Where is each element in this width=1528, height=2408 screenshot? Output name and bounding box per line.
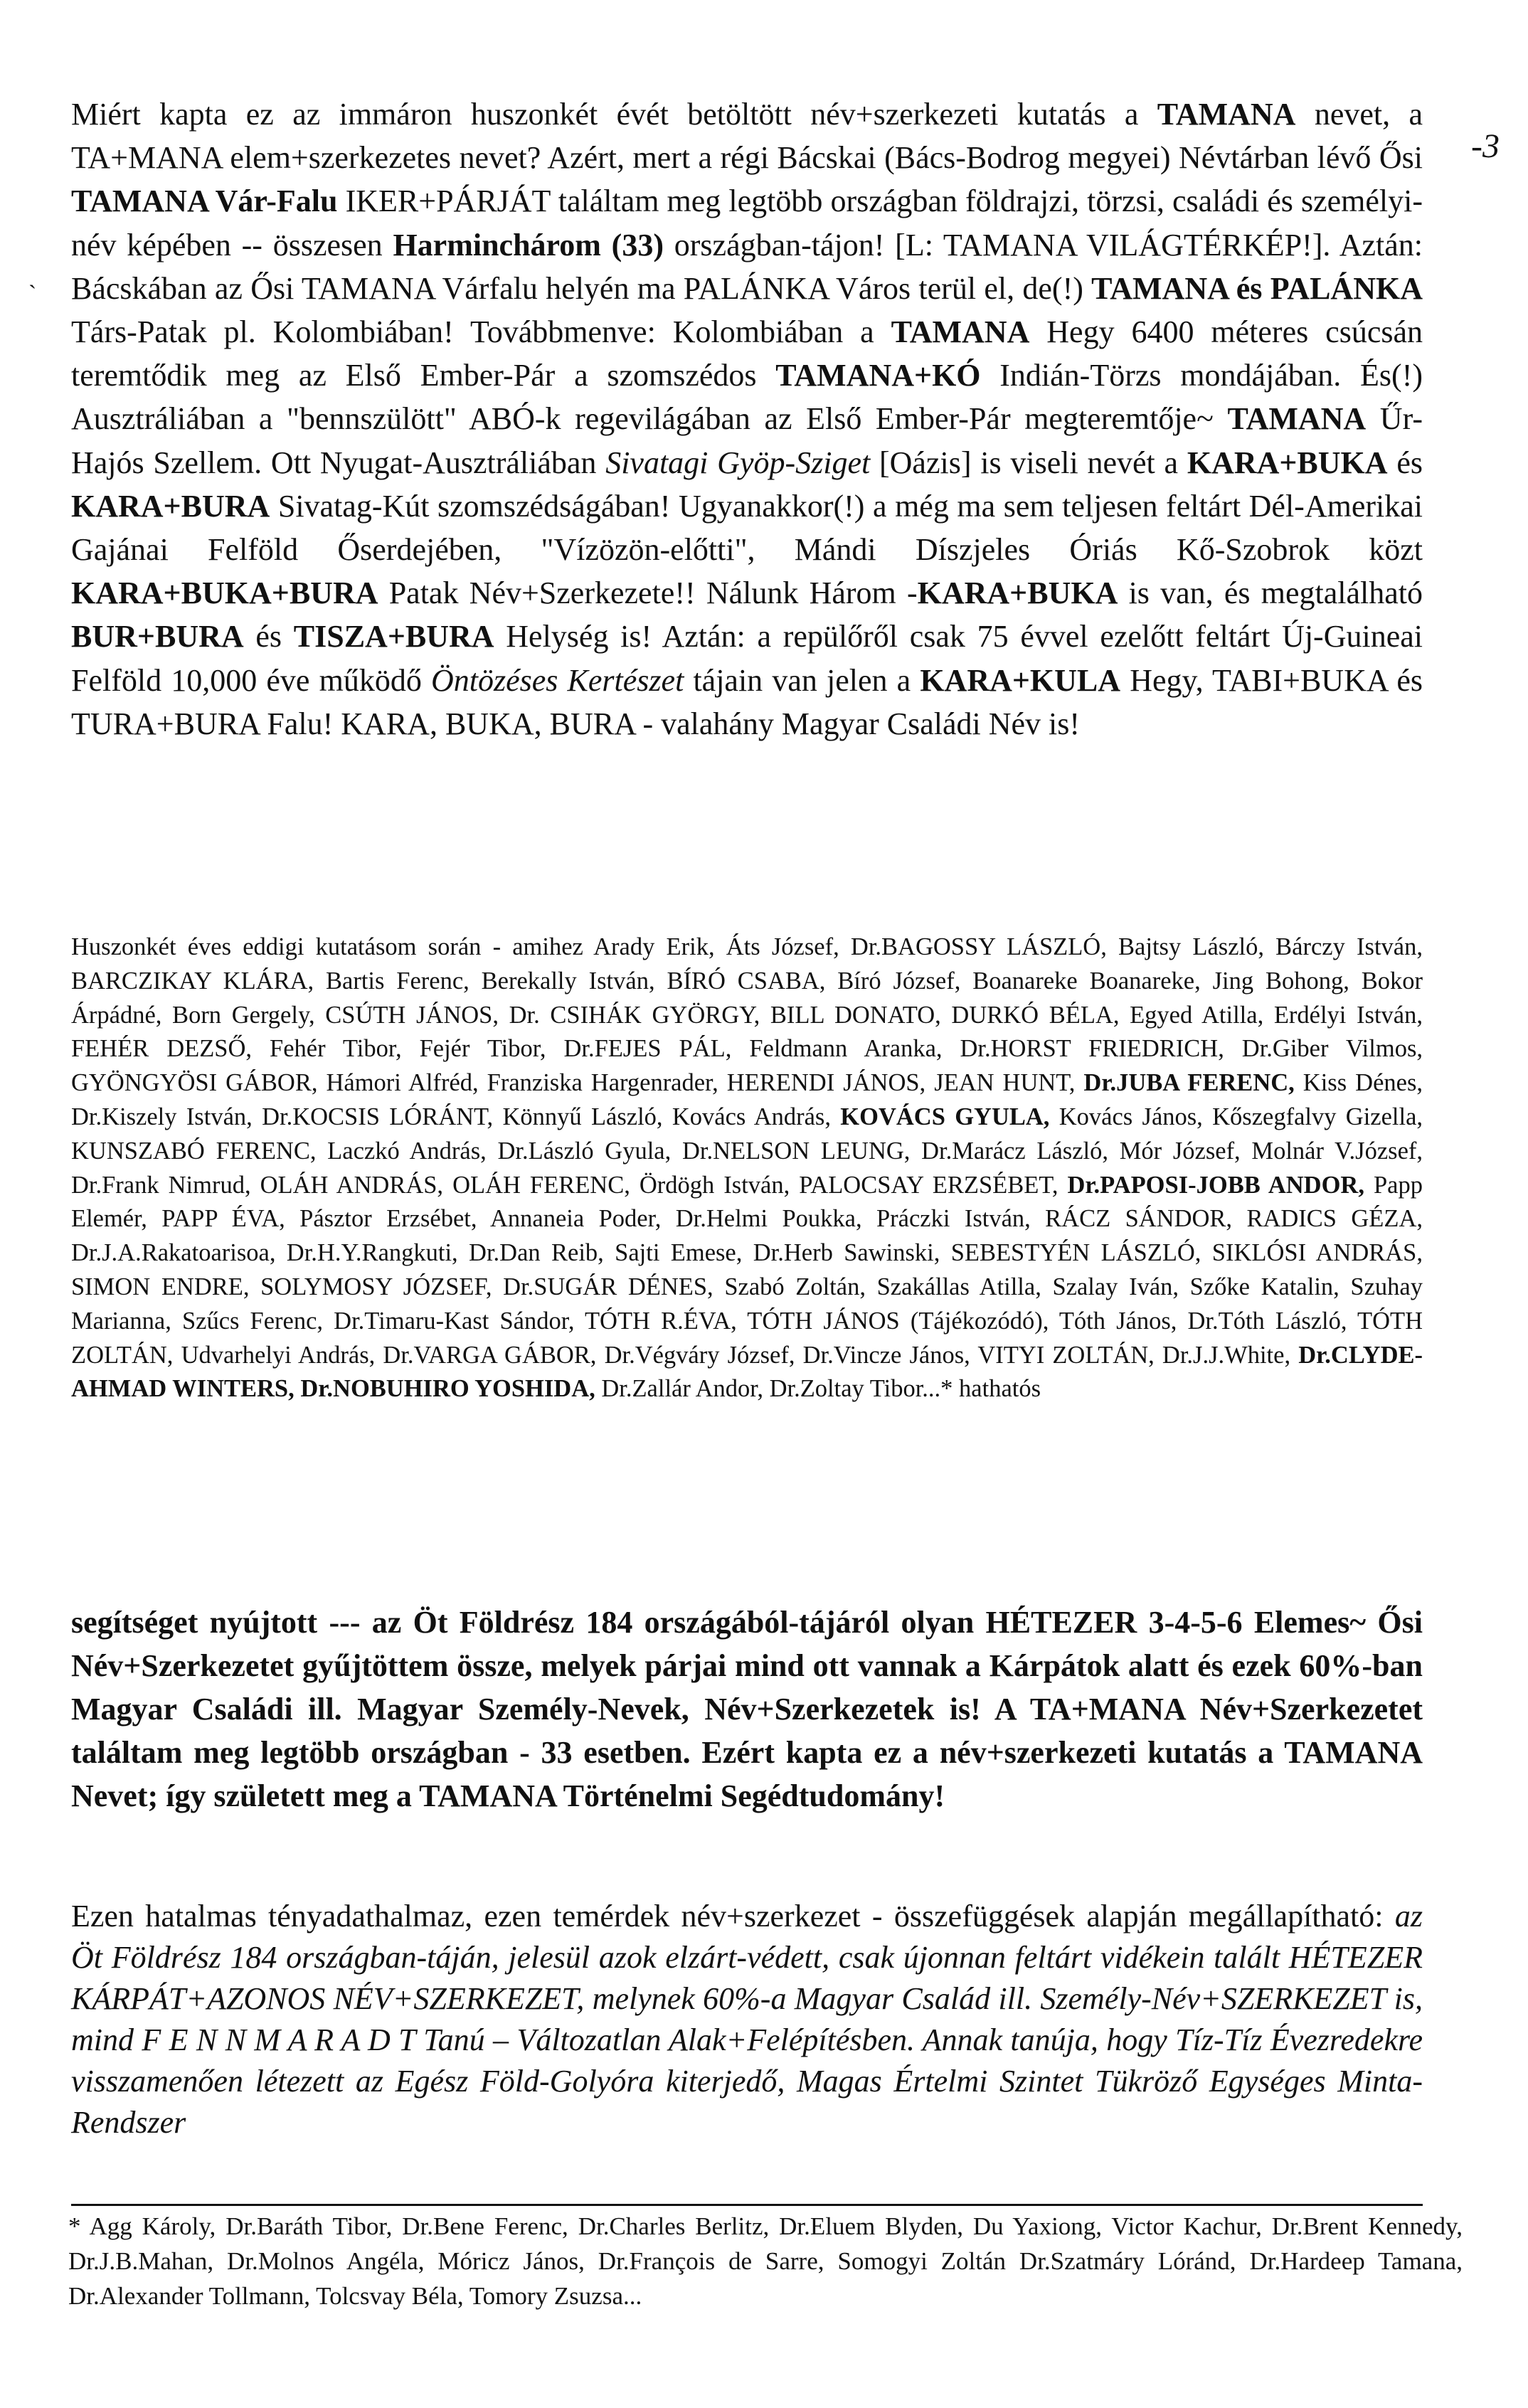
p4-text-run: Ezen hatalmas tényadathalmaz, ezen temérdek név+szerkezet - összefüggések alapján megállapítható: — [71, 1899, 1395, 1934]
p2-text-run: Dr.JUBA FERENC, — [1083, 1069, 1295, 1097]
margin-tick-mark: ` — [28, 281, 37, 307]
p1-text-run: TAMANA és PALÁNKA — [1091, 270, 1423, 306]
p1-text-run: Harminchárom (33) — [393, 227, 664, 262]
paragraph-acknowledgements — [71, 930, 1423, 1406]
p4-text-run: az Öt Földrész 184 országban-táján, jelesül azok elzárt-védett, csak újonnan feltárt vidékein talált HÉTEZER KÁRPÁT+AZONOS NÉV+SZERKEZET, melynek 60%-a Magyar Család ill. Személy-Név+SZERKEZET is, mind F E N N M A R A D T Tanú – Változatlan Alak+Felépítésben. Annak tanúja, hogy Tíz-Tíz Évezredekre visszamenően létezett az Egész Föld-Golyóra kiterjedő, Magas Értelmi Szintet Tükröző Egységes Minta-Rendszer — [71, 1899, 1423, 2140]
footnote — [68, 2209, 1463, 2313]
p1-text-run: Indián-Törzs mondájában. És(!) Ausztráliában a "bennszülött" ABÓ-k regevilágában az Első Ember-Pár megteremtője~ — [71, 358, 1423, 437]
p1-text-run: BUR+BURA — [71, 619, 244, 654]
p1-text-run: országban-tájon! [L: TAMANA VILÁGTÉRKÉP!]. Aztán: Bácskában az Ősi TAMANA Várfalu helyén ma PALÁNKA Város terül el, de(!) — [71, 227, 1423, 306]
p1-text-run: és — [243, 619, 294, 654]
footnote-divider — [71, 2204, 1423, 2206]
p1-text-run: KARA+KULA — [920, 662, 1121, 698]
p1-text-run: Hegy 6400 méteres csúcsán teremtődik meg az Első Ember-Pár a szomszédos — [71, 314, 1423, 393]
p1-text-run: TAMANA — [1227, 401, 1367, 437]
p1-text-run: KARA+BUKA — [917, 576, 1118, 611]
p1-text-run: Hegy, TABI+BUKA és TURA+BURA Falu! KARA, BUKA, BURA - valahány Magyar Családi Név is! — [71, 662, 1423, 741]
p2-text-run: Kiss Dénes, Dr.Kiszely István, Dr.KOCSIS LÓRÁNT, Könnyű László, Kovács András, — [71, 1069, 1423, 1130]
p1-text-run: Öntözéses Kertészet — [430, 662, 684, 698]
paragraph-collection-summary — [71, 1601, 1423, 1818]
p1-text-run: Űr-Hajós Szellem. Ott Nyugat-Ausztráliában — [71, 401, 1423, 480]
p3-text-run: segítséget nyújtott --- az Öt Földrész 184 országából-tájáról olyan HÉTEZER 3-4-5-6 Elemes~ Ősi Név+Szerkezetet gyűjtöttem össze, melyek párjai mind ott vannak a Kárpátok alatt és ezek 60%-ban Magyar Családi ill. Magyar Személy-Nevek, Név+Szerkezetek is! A TA+MANA Név+Szerkezetet találtam meg legtöbb országban - 33 esetben. Ezért kapta ez a név+szerkezeti kutatás a TAMANA Nevet; így született meg a TAMANA Történelmi Segédtudomány! — [71, 1605, 1423, 1813]
p1-text-run: és — [1387, 445, 1423, 480]
p1-text-run: Helység is! Aztán: a repülőről csak 75 évvel ezelőtt feltárt Új-Guineai Felföld 10,000 éve működő — [71, 619, 1423, 698]
p2-text-run: Dr.Zallár Andor, Dr.Zoltay Tibor...* hathatós — [595, 1375, 1041, 1403]
p1-text-run: KARA+BURA — [71, 488, 270, 524]
p1-text-run: [Oázis] is viseli nevét a — [870, 445, 1187, 480]
p1-text-run: tájain van jelen a — [684, 662, 920, 698]
p5-text-run: * Agg Károly, Dr.Baráth Tibor, Dr.Bene Ferenc, Dr.Charles Berlitz, Dr.Eluem Blyden, Du Yaxiong, Victor Kachur, Dr.Brent Kennedy, Dr.J.B.Mahan, Dr.Molnos Angéla, Móricz János, Dr.François de Sarre, Somogyi Zoltán Dr.Szatmáry Lóránd, Dr.Hardeep Tamana, Dr.Alexander Tollmann, Tolcsvay Béla, Tomory Zsuzsa... — [68, 2212, 1463, 2310]
p1-text-run: Társ-Patak pl. Kolombiában! Továbbmenve: Kolombiában a — [71, 314, 891, 350]
margin-page-mark: -3 — [1471, 127, 1500, 165]
p1-text-run: Miért kapta ez az immáron huszonkét évét betöltött név+szerkezeti kutatás a — [71, 97, 1157, 132]
paragraph-conclusion — [71, 1896, 1423, 2143]
p1-text-run: TAMANA Vár-Falu — [71, 184, 338, 219]
p2-text-run: KOVÁCS GYULA, — [840, 1103, 1050, 1130]
p2-text-run: Dr.CLYDE-AHMAD WINTERS, Dr.NOBUHIRO YOSHIDA, — [71, 1341, 1423, 1403]
p1-text-run: Sivatagi Gyöp-Sziget — [605, 445, 871, 480]
p1-text-run: KARA+BUKA+BURA — [71, 576, 378, 611]
p1-text-run: nevet, a TA+MANA elem+szerkezetes nevet? Azért, mert a régi Bácskai (Bács-Bodrog megyei) Névtárban lévő Ősi — [71, 97, 1423, 176]
p1-text-run: is van, és megtalálható — [1118, 576, 1423, 611]
p2-text-run: Huszonkét éves eddigi kutatásom során - amihez Arady Erik, Áts József, Dr.BAGOSSY LÁSZLÓ, Bajtsy László, Bárczy István, BARCZIKAY KLÁRA, Bartis Ferenc, Berekally István, BÍRÓ CSABA, Bíró József, Boanareke Boanareke, Jing Bohong, Bokor Árpádné, Born Gergely, CSÚTH JÁNOS, Dr. CSIHÁK GYÖRGY, BILL DONATO, DURKÓ BÉLA, Egyed Atilla, Erdélyi István, FEHÉR DEZSŐ, Fehér Tibor, Fejér Tibor, Dr.FEJES PÁL, Feldmann Aranka, Dr.HORST FRIEDRICH, Dr.Giber Vilmos, GYÖNGYÖSI GÁBOR, Hámori Alfréd, Franziska Hargenrader, HERENDI JÁNOS, JEAN HUNT, — [71, 933, 1423, 1097]
p1-text-run: TAMANA+KÓ — [775, 358, 981, 393]
p1-text-run: TISZA+BURA — [293, 619, 494, 654]
p1-text-run: TAMANA — [891, 314, 1030, 350]
p2-text-run: Papp Elemér, PAPP ÉVA, Pásztor Erzsébet, Annaneia Poder, Dr.Helmi Poukka, Práczki István, RÁCZ SÁNDOR, RADICS GÉZA, Dr.J.A.Rakatoarisoa, Dr.H.Y.Rangkuti, Dr.Dan Reib, Sajti Emese, Dr.Herb Sawinski, SEBESTYÉN LÁSZLÓ, SIKLÓSI ANDRÁS, SIMON ENDRE, SOLYMOSY JÓZSEF, Dr.SUGÁR DÉNES, Szabó Zoltán, Szakállas Atilla, Szalay Iván, Szőke Katalin, Szuhay Marianna, Szűcs Ferenc, Dr.Timaru-Kast Sándor, TÓTH R.ÉVA, TÓTH JÁNOS (Tájékozódó), Tóth János, Dr.Tóth László, TÓTH ZOLTÁN, Udvarhelyi András, Dr.VARGA GÁBOR, Dr.Végváry József, Dr.Vincze János, VITYI ZOLTÁN, Dr.J.J.White, — [71, 1171, 1423, 1369]
p1-text-run: Patak Név+Szerkezete!! Nálunk Három - — [378, 576, 918, 611]
p1-text-run: TAMANA — [1157, 97, 1296, 132]
p2-text-run: Kovács János, Kőszegfalvy Gizella, KUNSZABÓ FERENC, Laczkó András, Dr.László Gyula, Dr.NELSON LEUNG, Dr.Marácz László, Mór József, Molnár V.József, Dr.Frank Nimrud, OLÁH ANDRÁS, OLÁH FERENC, Ördögh István, PALOCSAY ERZSÉBET, — [71, 1103, 1423, 1199]
p2-text-run: Dr.PAPOSI-JOBB ANDOR, — [1067, 1171, 1364, 1199]
p1-text-run: IKER+PÁRJÁT találtam meg legtöbb országban földrajzi, törzsi, családi és személyi-név képében -- összesen — [71, 184, 1423, 262]
p1-text-run: Sivatag-Kút szomszédságában! Ugyanakkor(!) a még ma sem teljesen feltárt Dél-Amerikai Gajánai Felföld Őserdejében, "Vízözön-előtti", Mándi Díszjeles Óriás Kő-Szobrok közt — [71, 488, 1423, 568]
p1-text-run: KARA+BUKA — [1187, 445, 1388, 480]
paragraph-intro — [71, 92, 1423, 746]
